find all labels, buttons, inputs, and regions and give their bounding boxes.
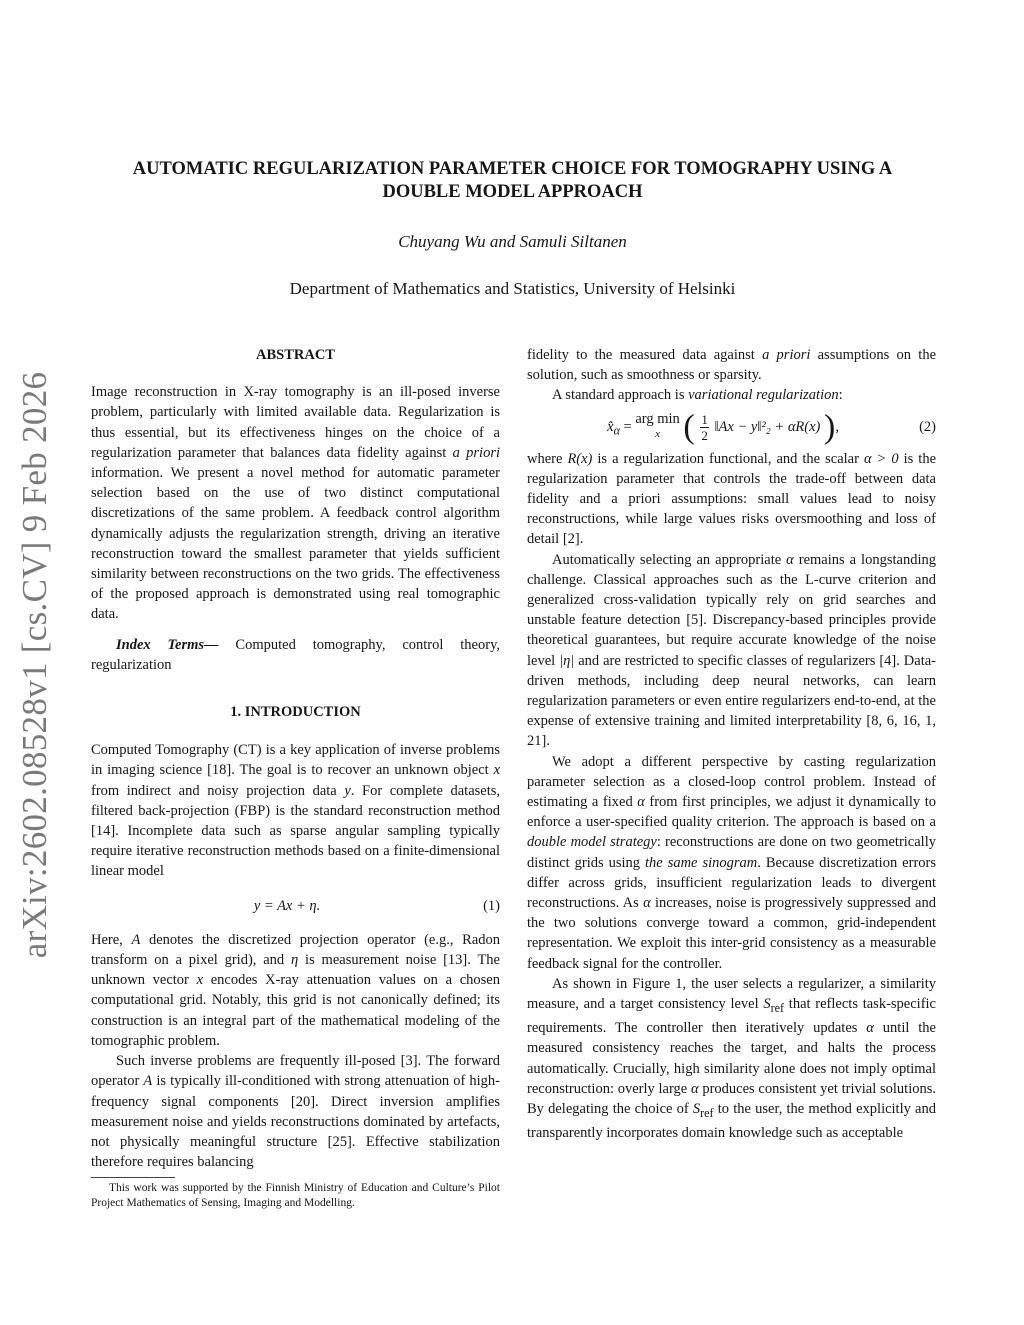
right-column [527, 345, 936, 1143]
introduction-heading: 1. INTRODUCTION [230, 704, 361, 721]
right-paragraph-3: where R(x) is a regularization functional, and the scalar α > 0 is the regularization parameter that controls the trade-off between data fidelity and a priori assumptions: small values lead to noisy reconstructions, while large values risks oversmoothing and loss of detail [2]. [527, 450, 937, 548]
left-column [91, 345, 500, 1172]
right-paragraph-4: Automatically selecting an appropriate α remains a longstanding challenge. Classical approaches such as the L-curve criterion and generalized cross-validation typically rely on grid searches and unstable feature detection [5]. Discrepancy-based principles provide theoretical guarantees, but require accurate knowledge of the noise level |η| and are restricted to specific classes of regularizers [4]. Data-driven methods, including deep neural networks, can learn regularization parameters or even entire regularizers end-to-end, at the expense of extensive training and limited interpretability [8, 6, 16, 1, 21]. [527, 551, 936, 750]
abstract-heading: ABSTRACT [256, 347, 335, 363]
right-paragraph-5: We adopt a different perspective by casting regularization parameter selection as a closed-loop control problem. Instead of estimating a fixed α from first principles, we adjust it dynamically to enforce a user-specified quality criterion. The approach is based on a double model strategy: reconstructions are done on two geometrically distinct grids using the same sinogram. Because discretization errors differ across grids, insufficient regularization leads to divergent reconstructions. As α increases, noise is progressively suppressed and the two solutions converge toward a common, grid-independent representation. We exploit this inter-grid consistency as a measurable feedback signal for the controller. [527, 753, 936, 972]
affiliation: Department of Mathematics and Statistics, University of Helsinki [289, 279, 736, 298]
title-line-1: AUTOMATIC REGULARIZATION PARAMETER CHOICE FOR TOMOGRAPHY USING A [132, 159, 893, 179]
right-paragraph-1: fidelity to the measured data against a priori assumptions on the solution, such as smoothness or sparsity. [527, 347, 937, 384]
right-paragraph-6: As shown in Figure 1, the user selects a regularizer, a similarity measure, and a target consistency level $S_{ref}$ that reflects task-specific requirements. The controller then iteratively updates α until the measured consistency reaches the target, and halts the process automatically. Crucially, high similarity alone does not imply optimal reconstruction: overly large α produces consistent yet trivial solutions. By delegating the choice of $S_{ref}$ to the user, the method explicitly and transparently incorporates domain knowledge such as acceptable [527, 975, 936, 1142]
equation-1-expression: y = Ax + η. [253, 897, 321, 914]
equation-1-number: (1) [483, 897, 500, 914]
index-terms: Index Terms— Computed tomography, control theory, regularization [91, 636, 501, 673]
intro-paragraph-3: Such inverse problems are frequently ill-posed [3]. The forward operator A is typically ill-conditioned with strong attenuation of high-frequency signal components [20]. Direct inversion amplifies measurement noise and yields reconstructions dominated by artefacts, not physically meaningful structure [25]. Effective stabilization therefore requires balancing [91, 1053, 501, 1171]
intro-paragraph-2: Here, A denotes the discretized projection operator (e.g., Radon transform on a pixel grid), and η is measurement noise [13]. The unknown vector x encodes X-ray attenuation values on a chosen computational grid. Notably, this grid is not canonically defined; its construction is an integral part of the mathematical modeling of the tomographic problem. [91, 931, 500, 1049]
arxiv-identifier-text: arXiv:2602.08528v1 [cs.CV] 9 Feb 2026 [15, 371, 54, 959]
footnote-rule [91, 1177, 175, 1178]
authors: Chuyang Wu and Samuli Siltanen [398, 232, 627, 251]
fraction-one-half: $\frac{1}{2}$ [701, 411, 708, 443]
right-paragraph-2: A standard approach is variational regularization: [552, 387, 843, 404]
equation-2-expression: $x̂_\alpha$ = arg min x ( $\frac{1}{2}$ ‖Ax − y‖²₂ + αR(x) ), [607, 408, 839, 445]
equation-2-number: (2) [919, 419, 936, 435]
footnote: This work was supported by the Finnish Ministry of Education and Culture’s Pilot Project Mathematics of Sensing, Imaging and Modelling. [91, 1182, 500, 1209]
abstract-text: Image reconstruction in X-ray tomography is an ill-posed inverse problem, particularly with limited available data. Regularization is thus essential, but its effectiveness hinges on the choice of a regularization parameter that balances data fidelity against a priori information. We present a novel method for automatic parameter selection based on the use of two distinct computational discretizations of the same problem. A feedback control algorithm dynamically adjusts the regularization strength, driving an iterative reconstruction toward the smallest parameter that yields sufficient similarity between reconstructions on the two grids. The effectiveness of the proposed approach is demonstrated using real tomographic data. [91, 384, 501, 623]
argmin-operator: arg min x [635, 411, 680, 441]
intro-paragraph-1: Computed Tomography (CT) is a key application of inverse problems in imaging science [18]. The goal is to recover an unknown object x from indirect and noisy projection data y. For complete datasets, filtered back-projection (FBP) is the standard reconstruction method [14]. Incomplete data such as sparse angular sampling typically require iterative reconstruction methods based on a finite-dimensional linear model [91, 742, 501, 880]
equation-1 [91, 896, 500, 916]
paper-title [90, 158, 935, 204]
title-line-2: DOUBLE MODEL APPROACH [382, 182, 643, 202]
equation-2 [527, 408, 936, 445]
